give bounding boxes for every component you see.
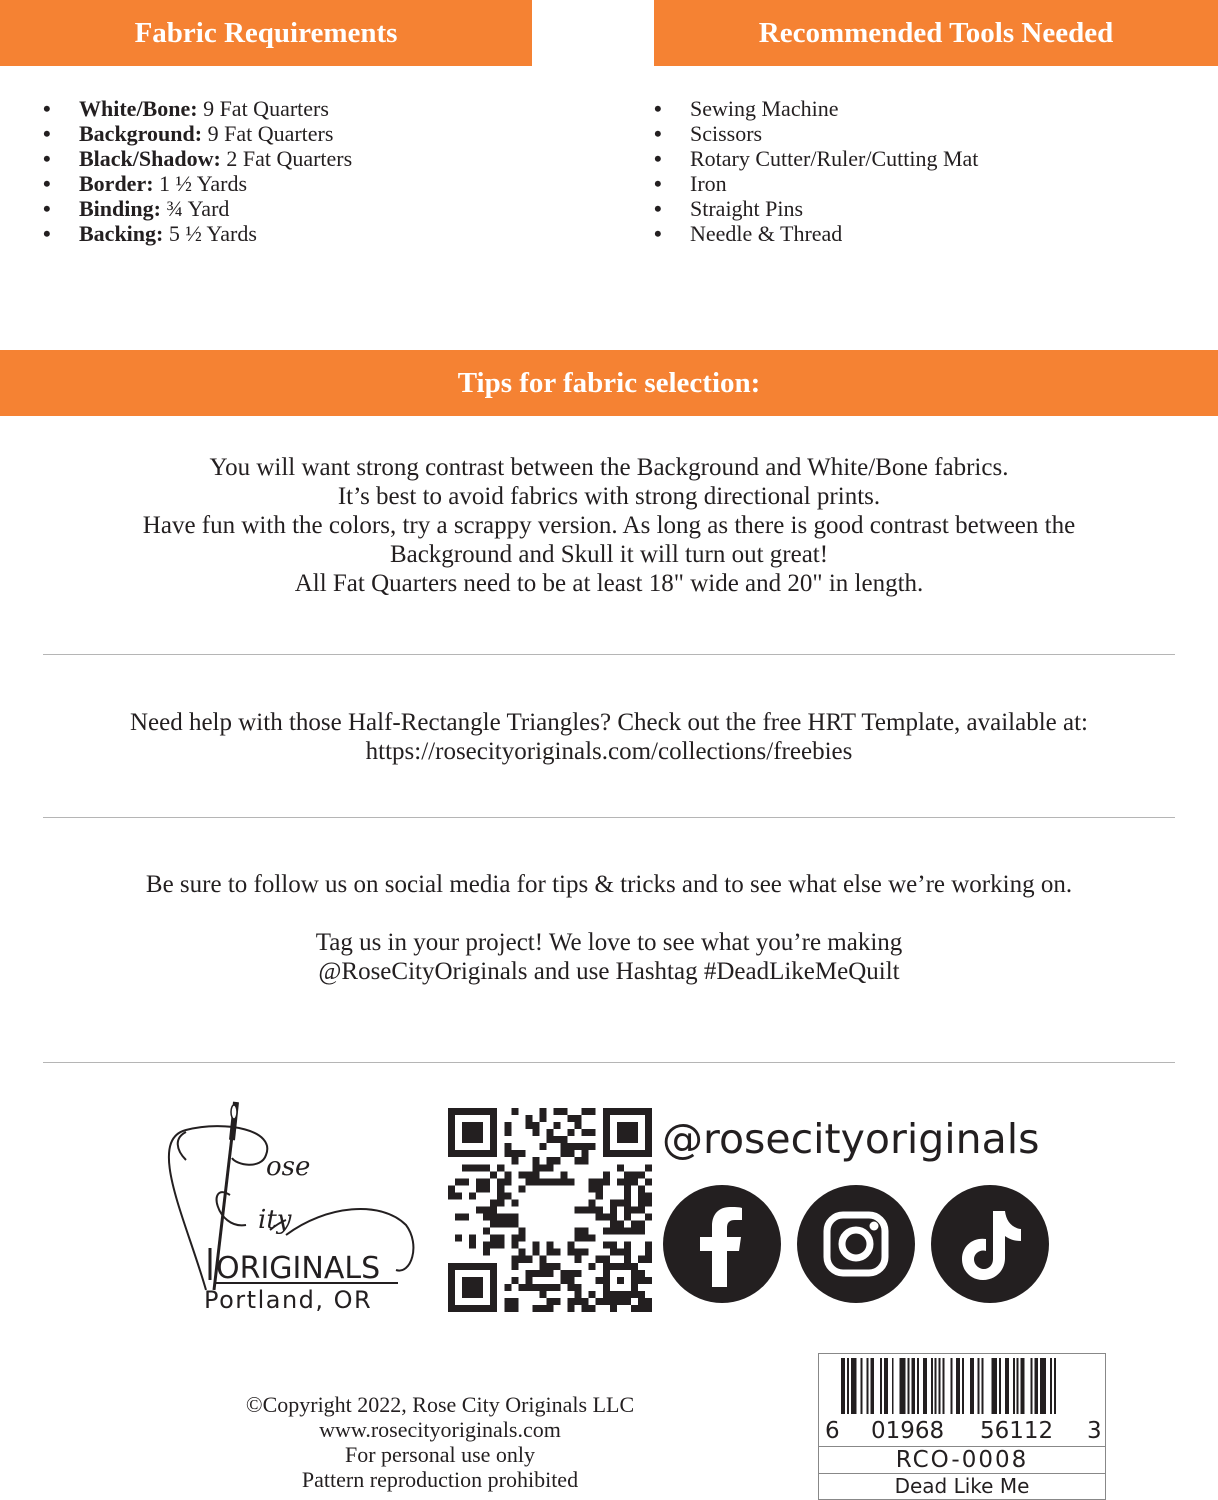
hrt-line: Need help with those Half-Rectangle Triangles? Check out the free HRT Template, available at: [129, 709, 1089, 736]
list-item [43, 196, 352, 221]
logo-originals-text: ORIGINALS [216, 1251, 381, 1286]
tip-line: It’s best to avoid fabrics with strong directional prints. [337, 483, 881, 510]
item-value: ¾ Yard [160, 196, 230, 221]
list-item: • Straight Pins [654, 196, 978, 221]
website-link[interactable]: www.rosecityoriginals.com [319, 1417, 561, 1442]
list-item: • Iron [654, 171, 978, 196]
barcode-right-group: 56112 [980, 1418, 1054, 1444]
fabric-tips-text [0, 453, 1218, 598]
item-label: Black/Shadow: [79, 146, 221, 171]
tip-line: Have fun with the colors, try a scrappy version. As long as there is good contrast between the [142, 512, 1076, 539]
list-item [43, 96, 352, 121]
barcode-digits [819, 1418, 1105, 1444]
personal-use-line: For personal use only [344, 1442, 536, 1467]
list-item: • Needle & Thread [654, 221, 978, 246]
copyright-block [200, 1392, 680, 1492]
divider [43, 654, 1175, 655]
logo-location-text: Portland, OR [204, 1286, 373, 1314]
tiktok-icon[interactable] [931, 1185, 1049, 1303]
barcode-lead-digit: 6 [825, 1418, 840, 1444]
item-value: 9 Fat Quarters [202, 121, 334, 146]
rose-city-originals-logo [166, 1100, 416, 1315]
tools-needed-header: Recommended Tools Needed [654, 0, 1218, 66]
list-item [43, 221, 352, 246]
tag-line: @RoseCityOriginals and use Hashtag #DeadLikeMeQuilt [318, 958, 900, 985]
item-label: Binding: [79, 196, 161, 221]
freebies-link[interactable]: https://rosecityoriginals.com/collections/freebies [365, 738, 853, 765]
item-value: 9 Fat Quarters [197, 96, 329, 121]
tip-line: Background and Skull it will turn out great! [389, 541, 829, 568]
tools-list [654, 96, 978, 246]
divider [43, 1062, 1175, 1063]
list-item [43, 171, 352, 196]
item-value: 5 ½ Yards [163, 221, 257, 246]
list-item [43, 146, 352, 171]
item-label: Backing: [79, 221, 164, 246]
barcode-check-digit: 3 [1087, 1418, 1102, 1444]
logo-city-text: ity [258, 1205, 292, 1235]
item-value: 1 ½ Yards [153, 171, 248, 196]
facebook-icon[interactable] [663, 1185, 781, 1303]
social-handle: @rosecityoriginals [662, 1115, 1040, 1163]
item-value: 2 Fat Quarters [220, 146, 353, 171]
tip-line: You will want strong contrast between the Background and White/Bone fabrics. [209, 454, 1009, 481]
list-item [43, 121, 352, 146]
upc-barcode [818, 1353, 1106, 1500]
reproduction-line: Pattern reproduction prohibited [301, 1467, 579, 1492]
qr-code[interactable] [448, 1108, 652, 1312]
tip-line: All Fat Quarters need to be at least 18" wide and 20" in length. [294, 570, 924, 597]
item-label: Border: [79, 171, 154, 196]
tag-line: Tag us in your project! We love to see what you’re making [315, 929, 903, 956]
item-label: Background: [79, 121, 203, 146]
list-item: • Rotary Cutter/Ruler/Cutting Mat [654, 146, 978, 171]
list-item: • Scissors [654, 121, 978, 146]
fabric-requirements-header: Fabric Requirements [0, 0, 532, 66]
product-name: Dead Like Me [819, 1473, 1105, 1499]
instagram-icon[interactable] [797, 1185, 915, 1303]
tag-us-text [0, 928, 1218, 986]
social-follow-text: Be sure to follow us on social media for tips & tricks and to see what else we’re working on. [145, 871, 1073, 898]
fabric-requirements-list [43, 96, 352, 246]
divider [43, 817, 1175, 818]
copyright-line: ©Copyright 2022, Rose City Originals LLC [245, 1392, 635, 1417]
fabric-tips-header: Tips for fabric selection: [0, 350, 1218, 416]
product-sku: RCO-0008 [819, 1446, 1105, 1473]
list-item: • Sewing Machine [654, 96, 978, 121]
item-label: White/Bone: [79, 96, 198, 121]
barcode-left-group: 01968 [871, 1418, 945, 1444]
logo-rose-text: ose [266, 1152, 311, 1182]
hrt-template-note [0, 708, 1218, 766]
